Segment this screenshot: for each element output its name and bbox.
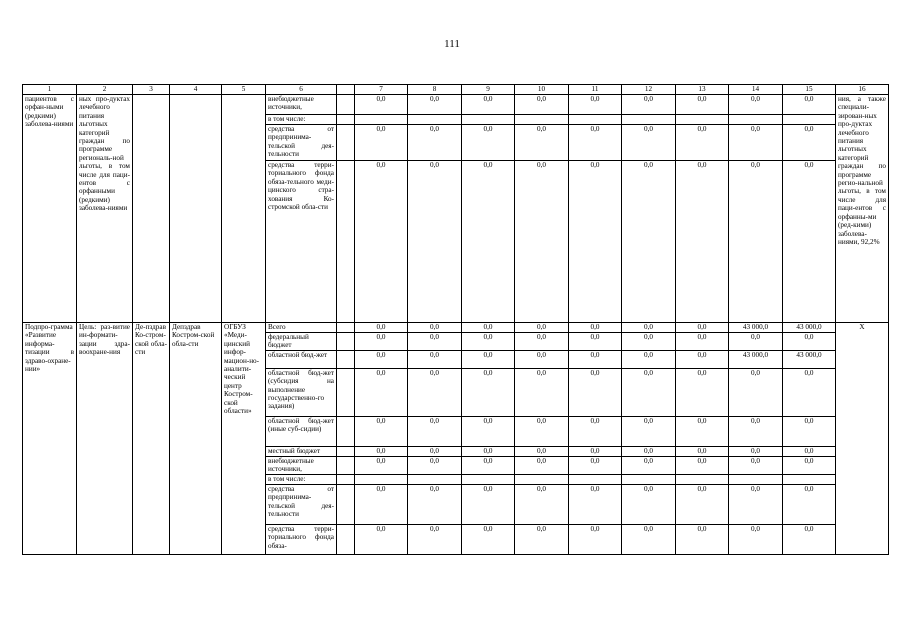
value-cell: 0,0 [729,446,783,456]
column-number-cell: 11 [569,85,622,95]
value-cell [569,474,622,484]
column-number-cell: 8 [408,85,462,95]
value-cell: 0,0 [462,323,515,333]
spacer-cell [337,95,355,115]
value-cell [515,115,569,125]
block2-col-1: Подпро-грамма «Развитие информа-тизации в здраво-охране-нии» [23,323,77,555]
value-cell: 0,0 [676,456,729,474]
row-label: внебюджетные источники, [266,456,337,474]
spacer-cell [337,484,355,524]
block2-col-4: Депздрав Костром-ской обла-сти [170,323,222,555]
value-cell: 0,0 [622,484,676,524]
value-cell: 0,0 [729,456,783,474]
column-number-cell: 3 [133,85,170,95]
column-number-cell [337,85,355,95]
value-cell: 0,0 [408,95,462,115]
value-cell: 0,0 [729,125,783,161]
value-cell [676,474,729,484]
value-cell: 0,0 [515,95,569,115]
value-cell: 0,0 [622,161,676,323]
value-cell: 0,0 [676,524,729,554]
column-number-cell: 16 [836,85,889,95]
value-cell: 0,0 [515,323,569,333]
page-number: 111 [444,38,460,50]
value-cell: 0,0 [676,446,729,456]
value-cell: 0,0 [622,125,676,161]
value-cell: 0,0 [515,524,569,554]
value-cell: 0,0 [729,416,783,446]
row-label: в том числе: [266,115,337,125]
value-cell: 0,0 [462,524,515,554]
value-cell [676,115,729,125]
value-cell: 0,0 [515,456,569,474]
value-cell: 0,0 [783,333,836,351]
value-cell: 43 000,0 [783,350,836,368]
row-label: в том числе: [266,474,337,484]
value-cell: 0,0 [622,524,676,554]
value-cell: 0,0 [729,333,783,351]
value-cell: 0,0 [569,333,622,351]
value-cell: 0,0 [569,125,622,161]
column-number-cell: 10 [515,85,569,95]
row-label: средства от предпринима-тельской дея-тельности [266,125,337,161]
value-cell [783,115,836,125]
spacer-cell [337,416,355,446]
row-label: федеральный бюджет [266,333,337,351]
value-cell: 0,0 [569,446,622,456]
value-cell: 0,0 [783,524,836,554]
column-number-cell: 9 [462,85,515,95]
column-number-cell: 7 [355,85,408,95]
value-cell: 0,0 [622,446,676,456]
value-cell: 0,0 [783,95,836,115]
value-cell: 0,0 [462,456,515,474]
value-cell: 0,0 [622,350,676,368]
value-cell: 0,0 [783,161,836,323]
value-cell [729,474,783,484]
value-cell [569,115,622,125]
value-cell: 0,0 [569,484,622,524]
block2-col-5: ОГБУЗ «Меди-цинский инфор-мацион-но-аналити-ческий центр Костром-ской области» [222,323,266,555]
value-cell: 0,0 [408,368,462,416]
value-cell: 0,0 [515,484,569,524]
value-cell [783,474,836,484]
value-cell: 0,0 [515,125,569,161]
column-number-cell: 15 [783,85,836,95]
block1-empty-col-4 [170,95,222,323]
value-cell: 0,0 [569,350,622,368]
value-cell [729,115,783,125]
value-cell: 0,0 [622,456,676,474]
value-cell: 0,0 [515,446,569,456]
spacer-cell [337,456,355,474]
value-cell: 0,0 [729,161,783,323]
value-cell: 0,0 [676,95,729,115]
value-cell: 0,0 [729,368,783,416]
column-number-cell: 6 [266,85,337,95]
row-label: областной бюд-жет [266,350,337,368]
value-cell: 0,0 [408,323,462,333]
block1-col-16: ния, а также специали-зирован-ных про-дуктах лечебного питания льготных категорий граждан по программе регио-нальной льготы, в том числе для паци-ентов с орфанны-ми (ред-кими) заболева-ниями, 92,2% [836,95,889,323]
row-label: местный бюджет [266,446,337,456]
spacer-cell [337,333,355,351]
value-cell: 0,0 [515,350,569,368]
row-label: средства терри-ториального фонда обяза- [266,524,337,554]
column-number-cell: 12 [622,85,676,95]
value-cell: 0,0 [355,524,408,554]
value-cell: 0,0 [515,368,569,416]
value-cell: 0,0 [355,350,408,368]
column-number-cell: 2 [77,85,133,95]
value-cell: 0,0 [569,161,622,323]
value-cell: 43 000,0 [729,350,783,368]
value-cell: 0,0 [622,333,676,351]
block1-row [23,95,889,115]
value-cell: 0,0 [408,524,462,554]
value-cell: 0,0 [783,368,836,416]
spacer-cell [337,368,355,416]
row-label: средства терри-ториального фонда обяза-тельного меди-цинского стра-хования Ко-стромской обла-сти [266,161,337,323]
row-label: областной бюд-жет (субсидия на выполнение государственно-го задания) [266,368,337,416]
value-cell [622,115,676,125]
value-cell: 0,0 [462,446,515,456]
block2-col-2: Цель: раз-витие ин-формати-зации здра-воохране-ния [77,323,133,555]
column-number-cell: 5 [222,85,266,95]
value-cell: 0,0 [408,161,462,323]
value-cell: 0,0 [729,524,783,554]
value-cell: 0,0 [355,95,408,115]
column-number-cell: 14 [729,85,783,95]
row-label: средства от предпринима-тельской дея-тельности [266,484,337,524]
value-cell: 0,0 [676,416,729,446]
value-cell: 43 000,0 [729,323,783,333]
value-cell: 0,0 [462,125,515,161]
value-cell: 0,0 [408,446,462,456]
block2-row [23,323,889,333]
value-cell: 0,0 [355,323,408,333]
value-cell: 0,0 [729,95,783,115]
value-cell [355,474,408,484]
spacer-cell [337,125,355,161]
value-cell: 0,0 [569,456,622,474]
value-cell: 0,0 [462,161,515,323]
value-cell: 0,0 [676,333,729,351]
value-cell: 0,0 [355,333,408,351]
block2-col-16: Х [836,323,889,555]
value-cell: 0,0 [355,446,408,456]
value-cell: 0,0 [622,368,676,416]
value-cell: 0,0 [676,323,729,333]
value-cell: 0,0 [569,323,622,333]
value-cell: 0,0 [408,350,462,368]
value-cell: 0,0 [622,95,676,115]
spacer-cell [337,115,355,125]
spacer-cell [337,350,355,368]
value-cell: 0,0 [676,350,729,368]
value-cell: 0,0 [408,484,462,524]
value-cell: 0,0 [622,416,676,446]
block1-col-1: пациентов с орфан-ными (редкими) заболева-ниями [23,95,77,323]
value-cell: 0,0 [676,161,729,323]
column-number-cell: 1 [23,85,77,95]
value-cell [408,474,462,484]
value-cell: 0,0 [355,416,408,446]
value-cell: 0,0 [729,484,783,524]
value-cell: 0,0 [355,161,408,323]
value-cell: 0,0 [515,416,569,446]
row-label: внебюджетные источники, [266,95,337,115]
value-cell [515,474,569,484]
spacer-cell [337,474,355,484]
value-cell [622,474,676,484]
row-label: областной бюд-жет (иные суб-сидии) [266,416,337,446]
row-label: Всего [266,323,337,333]
value-cell: 0,0 [462,416,515,446]
value-cell: 0,0 [462,368,515,416]
spacer-cell [337,446,355,456]
value-cell: 0,0 [355,368,408,416]
value-cell: 0,0 [569,95,622,115]
block1-col-2: ных про-дуктах лечебного питания льготных категорий граждан по программе региональ-ной льготы, в том числе для паци-ентов с орфанными (редкими) заболева-ниями [77,95,133,323]
value-cell: 0,0 [676,484,729,524]
value-cell: 0,0 [355,125,408,161]
value-cell: 0,0 [569,368,622,416]
value-cell: 0,0 [515,333,569,351]
value-cell: 0,0 [462,95,515,115]
value-cell: 0,0 [408,456,462,474]
value-cell: 43 000,0 [783,323,836,333]
block1-empty-col-3 [133,95,170,323]
value-cell: 0,0 [783,125,836,161]
block1-empty-col-5 [222,95,266,323]
column-number-cell: 4 [170,85,222,95]
value-cell: 0,0 [569,524,622,554]
value-cell: 0,0 [569,416,622,446]
value-cell: 0,0 [783,416,836,446]
column-number-cell: 13 [676,85,729,95]
value-cell: 0,0 [355,484,408,524]
spacer-cell [337,323,355,333]
value-cell: 0,0 [355,456,408,474]
value-cell: 0,0 [408,416,462,446]
spacer-cell [337,524,355,554]
spacer-cell [337,161,355,323]
value-cell [355,115,408,125]
value-cell: 0,0 [462,333,515,351]
value-cell: 0,0 [622,323,676,333]
value-cell [462,474,515,484]
value-cell: 0,0 [783,456,836,474]
value-cell: 0,0 [462,350,515,368]
value-cell: 0,0 [676,125,729,161]
value-cell: 0,0 [783,446,836,456]
value-cell: 0,0 [515,161,569,323]
value-cell: 0,0 [783,484,836,524]
value-cell: 0,0 [408,125,462,161]
value-cell [408,115,462,125]
column-number-row [23,85,889,95]
block2-col-3: Де-пздрав Ко-стром-ской обла-сти [133,323,170,555]
value-cell [462,115,515,125]
value-cell: 0,0 [676,368,729,416]
budget-table [22,84,889,555]
value-cell: 0,0 [462,484,515,524]
value-cell: 0,0 [408,333,462,351]
